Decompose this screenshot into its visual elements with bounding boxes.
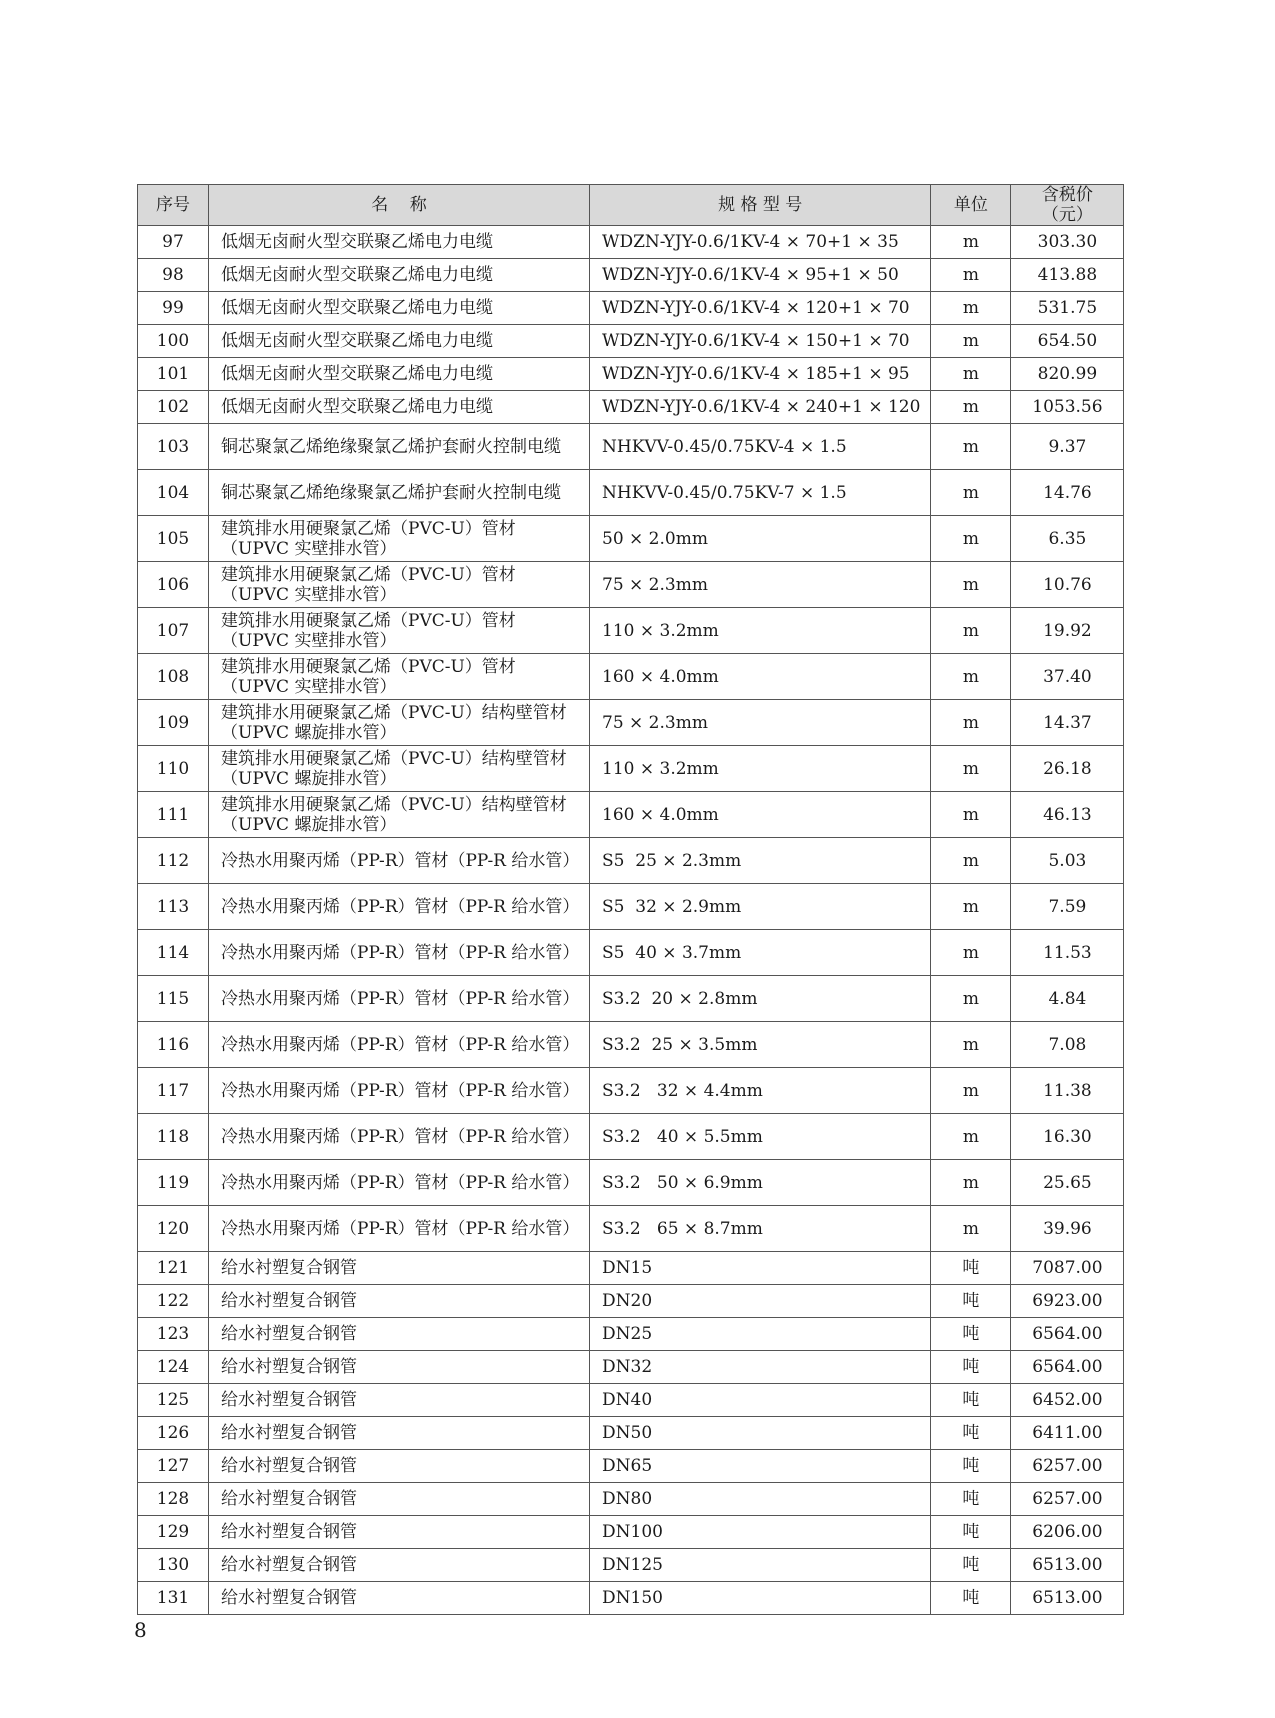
row-name: 铜芯聚氯乙烯绝缘聚氯乙烯护套耐火控制电缆 bbox=[209, 470, 590, 516]
table-row bbox=[138, 608, 1124, 654]
row-price: 26.18 bbox=[1011, 746, 1124, 792]
row-number: 119 bbox=[138, 1160, 209, 1206]
row-price: 7.59 bbox=[1011, 884, 1124, 930]
row-number: 123 bbox=[138, 1318, 209, 1351]
row-name: 建筑排水用硬聚氯乙烯（PVC-U）管材（UPVC 实壁排水管） bbox=[209, 516, 590, 562]
row-price: 7087.00 bbox=[1011, 1252, 1124, 1285]
row-name: 低烟无卤耐火型交联聚乙烯电力电缆 bbox=[209, 325, 590, 358]
row-name: 给水衬塑复合钢管 bbox=[209, 1450, 590, 1483]
row-number: 130 bbox=[138, 1549, 209, 1582]
row-spec: DN65 bbox=[590, 1450, 931, 1483]
row-spec: 50 × 2.0mm bbox=[590, 516, 931, 562]
row-unit: m bbox=[931, 838, 1011, 884]
row-unit: 吨 bbox=[931, 1582, 1011, 1615]
row-spec: DN40 bbox=[590, 1384, 931, 1417]
table-row bbox=[138, 792, 1124, 838]
row-number: 98 bbox=[138, 259, 209, 292]
row-spec: WDZN-YJY-0.6/1KV-4 × 185+1 × 95 bbox=[590, 358, 931, 391]
header-name: 名 称 bbox=[209, 185, 590, 226]
table-row bbox=[138, 976, 1124, 1022]
row-unit: m bbox=[931, 700, 1011, 746]
table-row bbox=[138, 1022, 1124, 1068]
row-number: 113 bbox=[138, 884, 209, 930]
row-unit: 吨 bbox=[931, 1285, 1011, 1318]
row-price: 6923.00 bbox=[1011, 1285, 1124, 1318]
header-price: 含税价（元） bbox=[1011, 185, 1124, 226]
row-name: 给水衬塑复合钢管 bbox=[209, 1549, 590, 1582]
table-row bbox=[138, 746, 1124, 792]
row-spec: S3.2 50 × 6.9mm bbox=[590, 1160, 931, 1206]
row-unit: m bbox=[931, 608, 1011, 654]
row-name: 冷热水用聚丙烯（PP-R）管材（PP-R 给水管） bbox=[209, 1114, 590, 1160]
row-number: 116 bbox=[138, 1022, 209, 1068]
table-row bbox=[138, 1252, 1124, 1285]
table-row bbox=[138, 1417, 1124, 1450]
row-unit: m bbox=[931, 1114, 1011, 1160]
row-price: 9.37 bbox=[1011, 424, 1124, 470]
row-number: 122 bbox=[138, 1285, 209, 1318]
row-unit: 吨 bbox=[931, 1483, 1011, 1516]
row-name: 冷热水用聚丙烯（PP-R）管材（PP-R 给水管） bbox=[209, 1206, 590, 1252]
row-spec: 75 × 2.3mm bbox=[590, 562, 931, 608]
row-unit: 吨 bbox=[931, 1252, 1011, 1285]
row-name: 给水衬塑复合钢管 bbox=[209, 1384, 590, 1417]
row-price: 1053.56 bbox=[1011, 391, 1124, 424]
row-unit: m bbox=[931, 1068, 1011, 1114]
row-price: 6411.00 bbox=[1011, 1417, 1124, 1450]
row-name: 冷热水用聚丙烯（PP-R）管材（PP-R 给水管） bbox=[209, 838, 590, 884]
table-row bbox=[138, 391, 1124, 424]
row-spec: 160 × 4.0mm bbox=[590, 792, 931, 838]
row-name: 低烟无卤耐火型交联聚乙烯电力电缆 bbox=[209, 358, 590, 391]
row-name: 冷热水用聚丙烯（PP-R）管材（PP-R 给水管） bbox=[209, 884, 590, 930]
row-spec: DN150 bbox=[590, 1582, 931, 1615]
row-spec: WDZN-YJY-0.6/1KV-4 × 95+1 × 50 bbox=[590, 259, 931, 292]
row-spec: DN20 bbox=[590, 1285, 931, 1318]
row-spec: DN25 bbox=[590, 1318, 931, 1351]
row-unit: m bbox=[931, 930, 1011, 976]
page-number: 8 bbox=[134, 1618, 147, 1642]
row-spec: DN32 bbox=[590, 1351, 931, 1384]
table-row bbox=[138, 516, 1124, 562]
row-price: 14.76 bbox=[1011, 470, 1124, 516]
row-number: 101 bbox=[138, 358, 209, 391]
row-unit: m bbox=[931, 424, 1011, 470]
row-price: 6206.00 bbox=[1011, 1516, 1124, 1549]
row-unit: m bbox=[931, 1160, 1011, 1206]
table-row bbox=[138, 1318, 1124, 1351]
row-unit: m bbox=[931, 292, 1011, 325]
row-number: 112 bbox=[138, 838, 209, 884]
table-row bbox=[138, 700, 1124, 746]
row-unit: m bbox=[931, 358, 1011, 391]
row-price: 16.30 bbox=[1011, 1114, 1124, 1160]
row-spec: WDZN-YJY-0.6/1KV-4 × 240+1 × 120 bbox=[590, 391, 931, 424]
table-row bbox=[138, 930, 1124, 976]
row-unit: 吨 bbox=[931, 1549, 1011, 1582]
row-unit: m bbox=[931, 1022, 1011, 1068]
row-name: 建筑排水用硬聚氯乙烯（PVC-U）管材（UPVC 实壁排水管） bbox=[209, 654, 590, 700]
row-price: 37.40 bbox=[1011, 654, 1124, 700]
row-spec: S3.2 25 × 3.5mm bbox=[590, 1022, 931, 1068]
row-price: 11.38 bbox=[1011, 1068, 1124, 1114]
header-unit: 单位 bbox=[931, 185, 1011, 226]
row-number: 129 bbox=[138, 1516, 209, 1549]
row-unit: m bbox=[931, 562, 1011, 608]
row-spec: DN100 bbox=[590, 1516, 931, 1549]
row-spec: NHKVV-0.45/0.75KV-7 × 1.5 bbox=[590, 470, 931, 516]
row-number: 110 bbox=[138, 746, 209, 792]
row-unit: m bbox=[931, 654, 1011, 700]
row-number: 109 bbox=[138, 700, 209, 746]
row-number: 114 bbox=[138, 930, 209, 976]
table-row bbox=[138, 1450, 1124, 1483]
header-no: 序号 bbox=[138, 185, 209, 226]
row-name: 冷热水用聚丙烯（PP-R）管材（PP-R 给水管） bbox=[209, 1022, 590, 1068]
table-row bbox=[138, 1582, 1124, 1615]
row-number: 126 bbox=[138, 1417, 209, 1450]
row-number: 131 bbox=[138, 1582, 209, 1615]
row-number: 102 bbox=[138, 391, 209, 424]
row-spec: DN80 bbox=[590, 1483, 931, 1516]
table-header-row bbox=[138, 185, 1124, 226]
row-price: 413.88 bbox=[1011, 259, 1124, 292]
row-name: 铜芯聚氯乙烯绝缘聚氯乙烯护套耐火控制电缆 bbox=[209, 424, 590, 470]
row-unit: m bbox=[931, 516, 1011, 562]
row-name: 冷热水用聚丙烯（PP-R）管材（PP-R 给水管） bbox=[209, 1160, 590, 1206]
row-number: 107 bbox=[138, 608, 209, 654]
row-name: 低烟无卤耐火型交联聚乙烯电力电缆 bbox=[209, 292, 590, 325]
row-name: 建筑排水用硬聚氯乙烯（PVC-U）管材（UPVC 实壁排水管） bbox=[209, 562, 590, 608]
header-spec: 规 格 型 号 bbox=[590, 185, 931, 226]
row-price: 6564.00 bbox=[1011, 1351, 1124, 1384]
row-unit: m bbox=[931, 792, 1011, 838]
table-row bbox=[138, 292, 1124, 325]
row-number: 104 bbox=[138, 470, 209, 516]
row-number: 108 bbox=[138, 654, 209, 700]
row-name: 冷热水用聚丙烯（PP-R）管材（PP-R 给水管） bbox=[209, 1068, 590, 1114]
table-row bbox=[138, 1351, 1124, 1384]
row-unit: m bbox=[931, 226, 1011, 259]
row-spec: S3.2 65 × 8.7mm bbox=[590, 1206, 931, 1252]
table-row bbox=[138, 259, 1124, 292]
row-price: 46.13 bbox=[1011, 792, 1124, 838]
row-spec: 110 × 3.2mm bbox=[590, 746, 931, 792]
row-number: 99 bbox=[138, 292, 209, 325]
row-price: 6452.00 bbox=[1011, 1384, 1124, 1417]
row-spec: S5 32 × 2.9mm bbox=[590, 884, 931, 930]
row-name: 低烟无卤耐火型交联聚乙烯电力电缆 bbox=[209, 226, 590, 259]
row-number: 124 bbox=[138, 1351, 209, 1384]
row-unit: m bbox=[931, 391, 1011, 424]
table-row bbox=[138, 325, 1124, 358]
row-number: 103 bbox=[138, 424, 209, 470]
row-unit: m bbox=[931, 259, 1011, 292]
row-name: 冷热水用聚丙烯（PP-R）管材（PP-R 给水管） bbox=[209, 976, 590, 1022]
row-price: 6257.00 bbox=[1011, 1483, 1124, 1516]
table-row bbox=[138, 424, 1124, 470]
row-unit: m bbox=[931, 746, 1011, 792]
row-name: 建筑排水用硬聚氯乙烯（PVC-U）结构壁管材（UPVC 螺旋排水管） bbox=[209, 746, 590, 792]
row-spec: WDZN-YJY-0.6/1KV-4 × 150+1 × 70 bbox=[590, 325, 931, 358]
row-name: 给水衬塑复合钢管 bbox=[209, 1252, 590, 1285]
row-price: 303.30 bbox=[1011, 226, 1124, 259]
row-name: 给水衬塑复合钢管 bbox=[209, 1351, 590, 1384]
row-unit: 吨 bbox=[931, 1384, 1011, 1417]
row-name: 给水衬塑复合钢管 bbox=[209, 1417, 590, 1450]
row-number: 121 bbox=[138, 1252, 209, 1285]
table-row bbox=[138, 470, 1124, 516]
table-row bbox=[138, 1160, 1124, 1206]
row-unit: 吨 bbox=[931, 1450, 1011, 1483]
row-number: 115 bbox=[138, 976, 209, 1022]
row-unit: m bbox=[931, 470, 1011, 516]
row-number: 127 bbox=[138, 1450, 209, 1483]
row-spec: NHKVV-0.45/0.75KV-4 × 1.5 bbox=[590, 424, 931, 470]
row-price: 654.50 bbox=[1011, 325, 1124, 358]
row-spec: WDZN-YJY-0.6/1KV-4 × 70+1 × 35 bbox=[590, 226, 931, 259]
row-spec: S5 25 × 2.3mm bbox=[590, 838, 931, 884]
row-number: 97 bbox=[138, 226, 209, 259]
table-row bbox=[138, 358, 1124, 391]
row-unit: m bbox=[931, 884, 1011, 930]
row-spec: S3.2 40 × 5.5mm bbox=[590, 1114, 931, 1160]
row-unit: 吨 bbox=[931, 1417, 1011, 1450]
row-unit: m bbox=[931, 976, 1011, 1022]
row-price: 25.65 bbox=[1011, 1160, 1124, 1206]
table-row bbox=[138, 1206, 1124, 1252]
row-name: 给水衬塑复合钢管 bbox=[209, 1483, 590, 1516]
row-price: 6513.00 bbox=[1011, 1549, 1124, 1582]
row-name: 建筑排水用硬聚氯乙烯（PVC-U）管材（UPVC 实壁排水管） bbox=[209, 608, 590, 654]
table-row bbox=[138, 562, 1124, 608]
row-name: 低烟无卤耐火型交联聚乙烯电力电缆 bbox=[209, 391, 590, 424]
row-name: 建筑排水用硬聚氯乙烯（PVC-U）结构壁管材（UPVC 螺旋排水管） bbox=[209, 700, 590, 746]
table-row bbox=[138, 1549, 1124, 1582]
row-number: 125 bbox=[138, 1384, 209, 1417]
table-row bbox=[138, 1285, 1124, 1318]
row-unit: m bbox=[931, 1206, 1011, 1252]
row-number: 120 bbox=[138, 1206, 209, 1252]
row-price: 6.35 bbox=[1011, 516, 1124, 562]
row-spec: S5 40 × 3.7mm bbox=[590, 930, 931, 976]
row-spec: 160 × 4.0mm bbox=[590, 654, 931, 700]
table-row bbox=[138, 838, 1124, 884]
row-spec: DN50 bbox=[590, 1417, 931, 1450]
row-price: 4.84 bbox=[1011, 976, 1124, 1022]
row-price: 5.03 bbox=[1011, 838, 1124, 884]
row-price: 6513.00 bbox=[1011, 1582, 1124, 1615]
table-row bbox=[138, 226, 1124, 259]
row-price: 10.76 bbox=[1011, 562, 1124, 608]
row-unit: m bbox=[931, 325, 1011, 358]
table-row bbox=[138, 884, 1124, 930]
row-unit: 吨 bbox=[931, 1351, 1011, 1384]
row-number: 128 bbox=[138, 1483, 209, 1516]
row-price: 820.99 bbox=[1011, 358, 1124, 391]
table-row bbox=[138, 1483, 1124, 1516]
table-row bbox=[138, 1114, 1124, 1160]
row-price: 11.53 bbox=[1011, 930, 1124, 976]
row-number: 105 bbox=[138, 516, 209, 562]
row-unit: 吨 bbox=[931, 1516, 1011, 1549]
row-name: 给水衬塑复合钢管 bbox=[209, 1318, 590, 1351]
row-number: 100 bbox=[138, 325, 209, 358]
row-spec: DN125 bbox=[590, 1549, 931, 1582]
table-row bbox=[138, 1516, 1124, 1549]
row-number: 118 bbox=[138, 1114, 209, 1160]
row-price: 19.92 bbox=[1011, 608, 1124, 654]
row-spec: DN15 bbox=[590, 1252, 931, 1285]
row-name: 冷热水用聚丙烯（PP-R）管材（PP-R 给水管） bbox=[209, 930, 590, 976]
table-row bbox=[138, 1384, 1124, 1417]
row-price: 39.96 bbox=[1011, 1206, 1124, 1252]
row-price: 14.37 bbox=[1011, 700, 1124, 746]
row-name: 建筑排水用硬聚氯乙烯（PVC-U）结构壁管材（UPVC 螺旋排水管） bbox=[209, 792, 590, 838]
row-name: 给水衬塑复合钢管 bbox=[209, 1285, 590, 1318]
price-table bbox=[137, 184, 1124, 1615]
table-body bbox=[138, 226, 1124, 1615]
row-number: 106 bbox=[138, 562, 209, 608]
row-spec: WDZN-YJY-0.6/1KV-4 × 120+1 × 70 bbox=[590, 292, 931, 325]
row-unit: 吨 bbox=[931, 1318, 1011, 1351]
row-spec: 75 × 2.3mm bbox=[590, 700, 931, 746]
row-name: 给水衬塑复合钢管 bbox=[209, 1516, 590, 1549]
row-price: 6564.00 bbox=[1011, 1318, 1124, 1351]
row-spec: S3.2 32 × 4.4mm bbox=[590, 1068, 931, 1114]
table-row bbox=[138, 1068, 1124, 1114]
row-name: 给水衬塑复合钢管 bbox=[209, 1582, 590, 1615]
row-price: 531.75 bbox=[1011, 292, 1124, 325]
table-row bbox=[138, 654, 1124, 700]
row-spec: 110 × 3.2mm bbox=[590, 608, 931, 654]
row-price: 7.08 bbox=[1011, 1022, 1124, 1068]
row-number: 111 bbox=[138, 792, 209, 838]
row-price: 6257.00 bbox=[1011, 1450, 1124, 1483]
row-number: 117 bbox=[138, 1068, 209, 1114]
row-spec: S3.2 20 × 2.8mm bbox=[590, 976, 931, 1022]
row-name: 低烟无卤耐火型交联聚乙烯电力电缆 bbox=[209, 259, 590, 292]
